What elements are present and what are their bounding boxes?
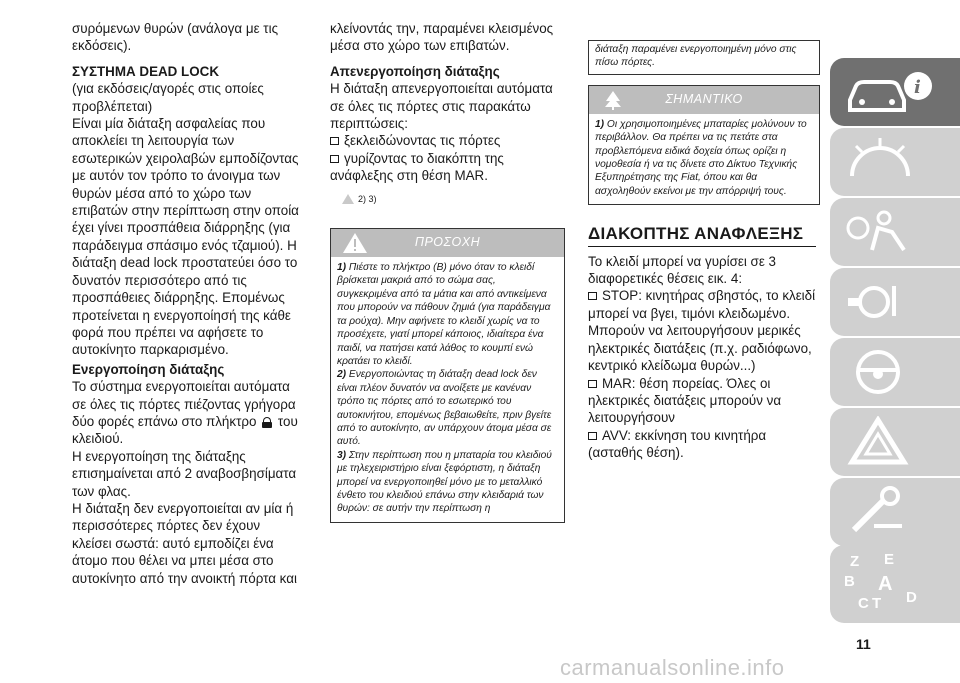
warning-body <box>331 257 564 522</box>
paragraph: (για εκδόσεις/αγορές στις οποίες προβλέπεται) <box>72 81 264 114</box>
index-letter: A <box>878 573 893 595</box>
key-ignition-icon <box>844 276 944 328</box>
paragraph: Είναι μία διάταξη ασφαλείας που αποκλείει τη λειτουργία των εσωτερικών χειρολαβών εμποδίζοντας με αυτόν τον τρόπο το άνοιγμα των θυρών μέσα από το χώρο των επιβατών στην περίπτωση στην οποία έχει γίνει προσπάθεια διάρρηξης (για παράδειγμα σπάσιμο ενός τζαμιού). Η διάταξη dead lock προστατεύει όσο το δυνατόν περισσότερο από τις προσπάθειες διάρρηξης. Επομένως προτείνεται η ενεργοποίησή της κάθε φορά που πρέπει να αφήσετε το αυτοκίνητο παρκαρισμένο. <box>72 116 299 358</box>
airbag-seat-icon <box>844 206 944 258</box>
warning-small-icon <box>342 194 354 204</box>
important-body <box>589 114 819 204</box>
section-heading-ignition-switch: ΔΙΑΚΟΠΤΗΣ ΑΝΑΦΛΕΞΗΣ <box>588 225 816 246</box>
tree-icon <box>589 86 637 114</box>
warning-text: Στην περίπτωση που η μπαταρία του κλειδιού με τηλεχειριστήριο είναι ξεφόρτιστη, η διάταξη μπορεί να ενεργοποιηθεί μόνο με το μεταλλικό ένθετο του κλειδιού επάνω στην κλειδαριά των θυρών: σε αυτήν την περίπτωση η <box>337 449 552 515</box>
warning-title: ΠΡΟΣΟΧΗ <box>414 235 481 250</box>
steering-wheel-icon <box>844 346 944 398</box>
important-text: Οι χρησιμοποιημένες μπαταρίες μολύνουν το περιβάλλον. Θα πρέπει να τις πετάτε στα προβλεπόμενα ειδικά δοχεία όπως ορίζει η νομοθεσία ή να τις δίνετε στο Δίκτυο Τεχνικής Εξυπηρέτησης της Fiat, όπου και θα ασχοληθούν εκείνοι με την απόρριψή τους. <box>595 118 807 197</box>
text: του κλειδιού. <box>72 413 298 447</box>
paragraph: Η διάταξη απενεργοποιείται αυτόματα σε όλες τις πόρτες στις παρακάτω περιπτώσεις: <box>330 81 553 132</box>
tab-safety[interactable] <box>830 198 960 266</box>
index-letters-icon <box>844 551 934 617</box>
section-heading-dead-lock: ΣΥΣΤΗΜΑ DEAD LOCK <box>72 63 219 79</box>
bullet-item: ξεκλειδώνοντας τις πόρτες <box>330 132 565 149</box>
bullet-item: γυρίζοντας το διακόπτη της ανάφλεξης στη θέση MAR. <box>330 150 565 185</box>
bullet-item: MAR: θέση πορείας. Όλες οι ηλεκτρικές διατάξεις μπορούν να λειτουργήσουν <box>588 375 820 427</box>
warning-text: Ενεργοποιώντας τη διάταξη dead lock δεν είναι πλέον δυνατόν να ανοίξετε με κανέναν τρόπο τις πόρτες από το εσωτερικό του αυτοκινήτου, επομένως βεβαιωθείτε, πριν βγείτε από το αυτοκίνητο, αν υπάρχουν άτομα μέσα σε αυτό. <box>337 369 552 448</box>
index-letter: C <box>858 595 869 612</box>
warning-text: Πιέστε το πλήκτρο (B) μόνο όταν το κλειδί βρίσκεται μακριά από το σώμα σας, συγκεκριμένα από τα μάτια και από αντικείμενα που μπορούν να πάθουν ζημιά (για παράδειγμα τα ρούχα). Μην αφήνετε το κλειδί χωρίς να το προσέχετε, γιατί μπορεί κάποιος, ιδιαίτερα ένα παιδί, να πατήσει κατά λάθος το κουμπί ενώ κρατάει το κλειδί. <box>337 262 551 367</box>
warning-box-header <box>331 229 564 257</box>
important-title: ΣΗΜΑΝΤΙΚΟ <box>665 92 743 107</box>
lock-icon <box>262 417 272 428</box>
reference-notes <box>342 191 565 208</box>
warning-box <box>330 228 565 523</box>
subheading-activation: Ενεργοποίηση διάταξης <box>72 361 225 377</box>
page-number: 11 <box>856 636 871 652</box>
paragraph: κλείνοντάς την, παραμένει κλεισμένος μέσα στο χώρο των επιβατών. <box>330 21 554 54</box>
tab-driving[interactable] <box>830 338 960 406</box>
note-number: 1) <box>595 118 605 130</box>
paragraph <box>72 378 302 448</box>
dashboard-lights-icon <box>844 136 944 188</box>
paragraph: Η διάταξη δεν ενεργοποιείται αν μία ή περισσότερες πόρτες δεν έχουν κλείσει σωστά: αυτό εμποδίζει ένα άτομο που θέλει να μπει μέσα στο αυτοκίνητο από την ανοικτή πόρτα και <box>72 500 297 586</box>
index-letter: E <box>884 551 895 568</box>
note-number: 3) <box>337 449 347 461</box>
tab-dashboard[interactable] <box>830 128 960 196</box>
index-letter: T <box>872 595 882 612</box>
paragraph: Το κλειδί μπορεί να γυρίσει σε 3 διαφορετικές θέσεις εικ. 4: <box>588 253 776 287</box>
column-left <box>72 20 302 587</box>
text: Το σύστημα ενεργοποιείται αυτόματα σε όλες τις πόρτες πιέζοντας γρήγορα δύο φορές επάνω στο πλήκτρο <box>72 379 296 429</box>
paragraph: Η ενεργοποίηση της διάταξης επισημαίνεται από 2 αναβοσβησίματα των φλας. <box>72 448 297 499</box>
continued-note: διάταξη παραμένει ενεργοποιημένη μόνο στις πίσω πόρτες. <box>588 40 820 75</box>
column-middle <box>330 20 565 523</box>
index-letter: D <box>906 589 917 606</box>
note-number: 1) <box>337 262 347 274</box>
note-number: 2) <box>337 369 347 381</box>
tab-starting[interactable] <box>830 268 960 336</box>
column-right <box>588 40 820 462</box>
important-box <box>588 85 820 205</box>
tab-emergency[interactable] <box>830 408 960 476</box>
svg-text:i: i <box>914 77 921 98</box>
paragraph: συρόμενων θυρών (ανάλογα με τις εκδόσεις). <box>72 21 279 54</box>
tab-maintenance[interactable] <box>830 478 960 546</box>
bullet-item: STOP: κινητήρας σβηστός, το κλειδί μπορεί να βγει, τιμόνι κλειδωμένο. Μπορούν να λειτουργήσουν μερικές ηλεκτρικές διατάξεις (π.χ. ραδιόφωνο, κεντρικό κλείδωμα θυρών...) <box>588 287 820 374</box>
index-letter: B <box>844 573 855 590</box>
bullet-item: AVV: εκκίνηση του κινητήρα (ασταθής θέση). <box>588 427 820 462</box>
warning-triangle-icon <box>331 229 379 257</box>
tab-car-info[interactable] <box>830 58 960 126</box>
watermark: carmanualsonline.info <box>560 655 785 680</box>
warning-triangle-icon <box>844 416 944 468</box>
important-box-header <box>589 86 819 114</box>
chapter-tabs <box>830 58 960 623</box>
wrench-service-icon <box>844 486 944 538</box>
index-letter: Z <box>850 553 860 570</box>
car-info-icon <box>844 66 944 118</box>
subheading-deactivation: Απενεργοποίηση διάταξης <box>330 63 500 79</box>
tab-index[interactable] <box>830 545 960 623</box>
reference-numbers: 2) 3) <box>358 193 377 204</box>
